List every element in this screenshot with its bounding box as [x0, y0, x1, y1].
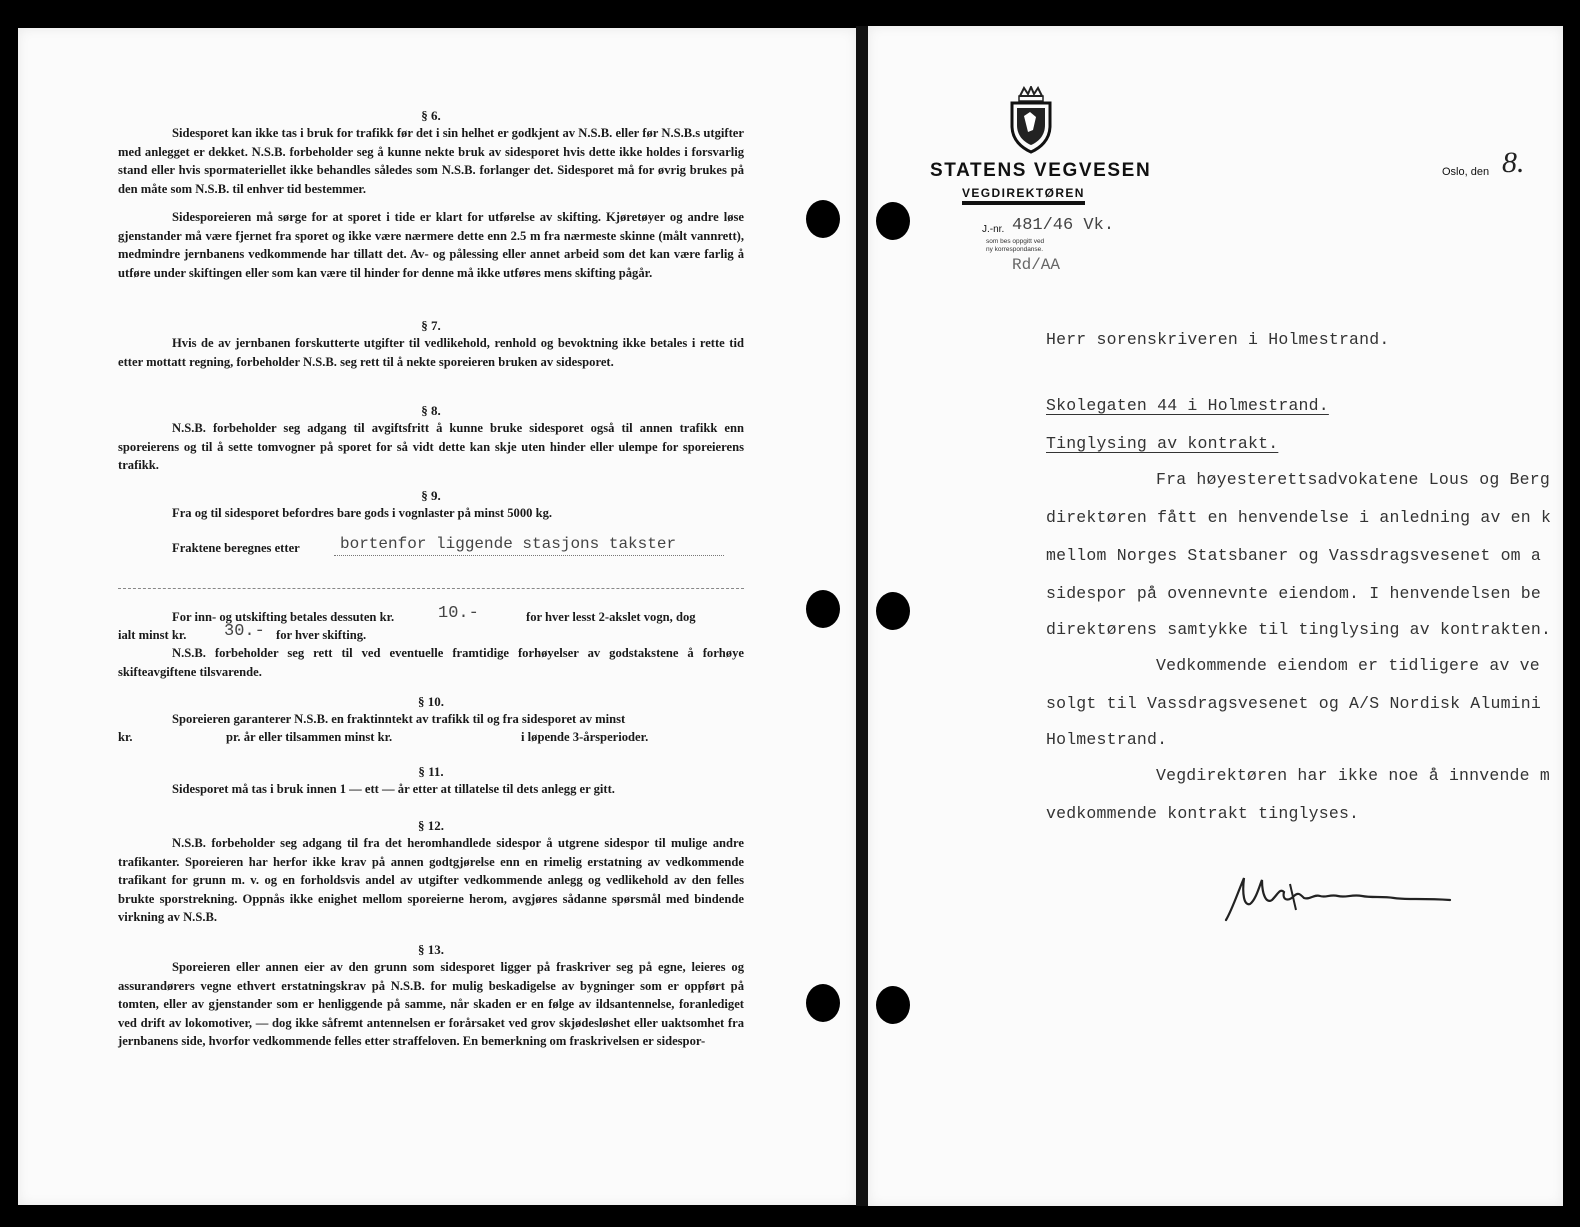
journal-note-2: ny korrespondanse. [986, 246, 1044, 253]
letter-body-line: direktørens samtykke til tinglysing av kontrakten. [1046, 620, 1552, 639]
coat-of-arms-icon [1006, 86, 1056, 154]
section-divider [118, 588, 744, 589]
section-10-per-year: pr. år eller tilsammen minst kr. [226, 730, 393, 744]
section-8-heading: § 8. [421, 403, 441, 418]
section-10-periods: i løpende 3-årsperioder. [521, 730, 649, 744]
subject-line-1: Skolegaten 44 i Holmestrand. [1046, 396, 1329, 415]
book-gutter [856, 26, 868, 1206]
letter-body-line: mellom Norges Statsbaner og Vassdragsvesenet om a [1046, 546, 1541, 565]
handwritten-date: 8. [1502, 146, 1525, 179]
journal-note-1: som bes oppgitt ved [986, 238, 1045, 245]
binder-hole [876, 592, 910, 630]
fee-line-2-end: for hver skifting. [276, 628, 367, 642]
place-date-label: Oslo, den [1442, 166, 1490, 178]
binder-hole [806, 200, 840, 238]
contract-text [18, 28, 856, 1205]
journal-number-label: J.-nr. [982, 224, 1005, 235]
reference-initials: Rd/AA [1012, 256, 1061, 274]
subject-line-2: Tinglysing av kontrakt. [1046, 434, 1279, 453]
freight-basis-value: bortenfor liggende stasjons takster [340, 535, 677, 553]
addressee: Herr sorenskriveren i Holmestrand. [1046, 330, 1390, 349]
letter-body-line: vedkommende kontrakt tinglyses. [1046, 804, 1360, 823]
binder-hole [806, 984, 840, 1022]
section-9-text: Fra og til sidesporet befordres bare gods i vognlaster på minst 5000 kg. [172, 506, 553, 520]
fee-paragraph: N.S.B. forbeholder seg rett til ved eventuelle framtidige forhøyelser av godstakstene å forhøye skifteavgiftene tilsvarende. [118, 646, 744, 679]
section-13-heading: § 13. [418, 942, 444, 957]
journal-number: 481/46 Vk. [1012, 216, 1115, 235]
binder-hole [876, 986, 910, 1024]
section-10-heading: § 10. [418, 694, 444, 709]
section-6-heading: § 6. [421, 108, 441, 123]
signature [1222, 870, 1462, 930]
section-6-paragraph-1: Sidesporet kan ikke tas i bruk for trafikk før det i sin helhet er godkjent av N.S.B. eller før N.S.B.s utgifter med anlegget er dekket. N.S.B. forbeholder seg å kunne nekte bruk av sidesporet hvis dette ikke holdes i forsvarlig stand eller hvis spormateriellet ikke behandles således som N.S.B. forlanger det. Sidesporet må for øvrig brukes på den måte som N.S.B. til enhver tid bestemmer. [118, 126, 744, 196]
section-7-paragraph: Hvis de av jernbanen forskutterte utgifter til vedlikehold, renhold og bevoktning ikke betales i rette tid etter mottatt regning, forbeholder N.S.B. seg rett til å nekte sporeieren bruken av sidesporet. [118, 336, 744, 369]
fee-amount-1: 10.- [438, 604, 479, 623]
letter-body-line: solgt til Vassdragsvesenet og A/S Nordisk Alumini [1046, 694, 1541, 713]
freight-basis-label: Fraktene beregnes etter [172, 541, 300, 555]
fee-line-2-start: ialt minst kr. [118, 628, 187, 642]
section-13-paragraph: Sporeieren eller annen eier av den grunn som sidesporet ligger på fraskriver seg på egne, leieres og assurandørers vegne ethvert erstatningskrav på N.S.B. for mulig beskadigelse av bygninger som er oppført på tomten, eller av gjenstander som er henliggende på samme, når skaden er en følge av ildsantennelse, foranlediget ved drift av lokomotiver, — dog ikke såfremt antennelsen er forårsaket ved grov skjødesløshet eller uaktsomhet fra jernbanens side, hvorfor vedkommende felles etter straffeloven. En bemerkning om fraskrivelsen er sidespor- [118, 960, 744, 1049]
letter-body-line: direktøren fått en henvendelse i anledning av en k [1046, 508, 1552, 527]
section-11-text: Sidesporet må tas i bruk innen 1 — ett — år etter at tillatelse til dets anlegg er gitt. [172, 782, 615, 796]
section-12-paragraph: N.S.B. forbeholder seg adgang til fra det heromhandlede sidespor å utgrene sidespor til mulige andre trafikanter. Sporeieren har herfor ikke krav på annen godtgjørelse enn en rimelig erstatning av vedkommende trafikant for grunn m. v. og en forholdsvis andel av utgifter vedkommende anlegg og vedlikehold av den felles brukte sporstrekning. Oppnås ikke enighet mellom sporeierne herom, avgjøres sådanne spørsmål med bindende virkning av N.S.B. [118, 836, 744, 925]
section-10-kr: kr. [118, 730, 133, 744]
letter-body-line: sidespor på ovennevnte eiendom. I henvendelsen be [1046, 584, 1541, 603]
letter-body-line: Vedkommende eiendom er tidligere av ve [1156, 656, 1540, 675]
letter-body-line: Fra høyesterettsadvokatene Lous og Berg [1156, 470, 1550, 489]
section-8-paragraph: N.S.B. forbeholder seg adgang til avgiftsfritt å kunne bruke sidesporet også til annen trafikk enn sporeierens og til å sette tomvogner på sporet for så vidt dette kan skje uten hinder eller ulempe for sporeierens trafikk. [118, 421, 744, 473]
freight-basis-underline [334, 555, 724, 556]
fee-line-1-start: For inn- og utskifting betales dessuten kr. [172, 610, 395, 624]
section-6-paragraph-2: Sidesporeieren må sørge for at sporet i tide er klart for utførelse av skifting. Kjøretøyer og andre løse gjenstander må være fjernet fra sporet og ikke være nærmere dette enn 2.5 m fra nærmeste skinne (målt vannrett), medmindre jernbanens vedkommende har tillatt det. Av- og pålessing eller annet arbeid som det kan være farlig å utføre under skiftingen eller som kan være til hinder for denne må ikke utføres mens skifting pågår. [118, 210, 744, 280]
fee-line-1-end: for hver lesst 2-akslet vogn, dog [526, 610, 696, 624]
section-9-heading: § 9. [421, 488, 441, 503]
section-12-heading: § 12. [418, 818, 444, 833]
org-name: STATENS VEGVESEN [930, 160, 1152, 181]
letter-body-line: Vegdirektøren har ikke noe å innvende m [1156, 766, 1550, 785]
section-11-heading: § 11. [418, 764, 444, 779]
binder-hole [806, 590, 840, 628]
binder-hole [876, 202, 910, 240]
fee-amount-2: 30.- [224, 622, 265, 641]
section-10-line-1: Sporeieren garanterer N.S.B. en fraktinntekt av trafikk til og fra sidesporet av minst [172, 712, 626, 726]
org-department: VEGDIREKTØREN [962, 186, 1085, 205]
section-7-heading: § 7. [421, 318, 441, 333]
letter-body-line: Holmestrand. [1046, 730, 1168, 749]
